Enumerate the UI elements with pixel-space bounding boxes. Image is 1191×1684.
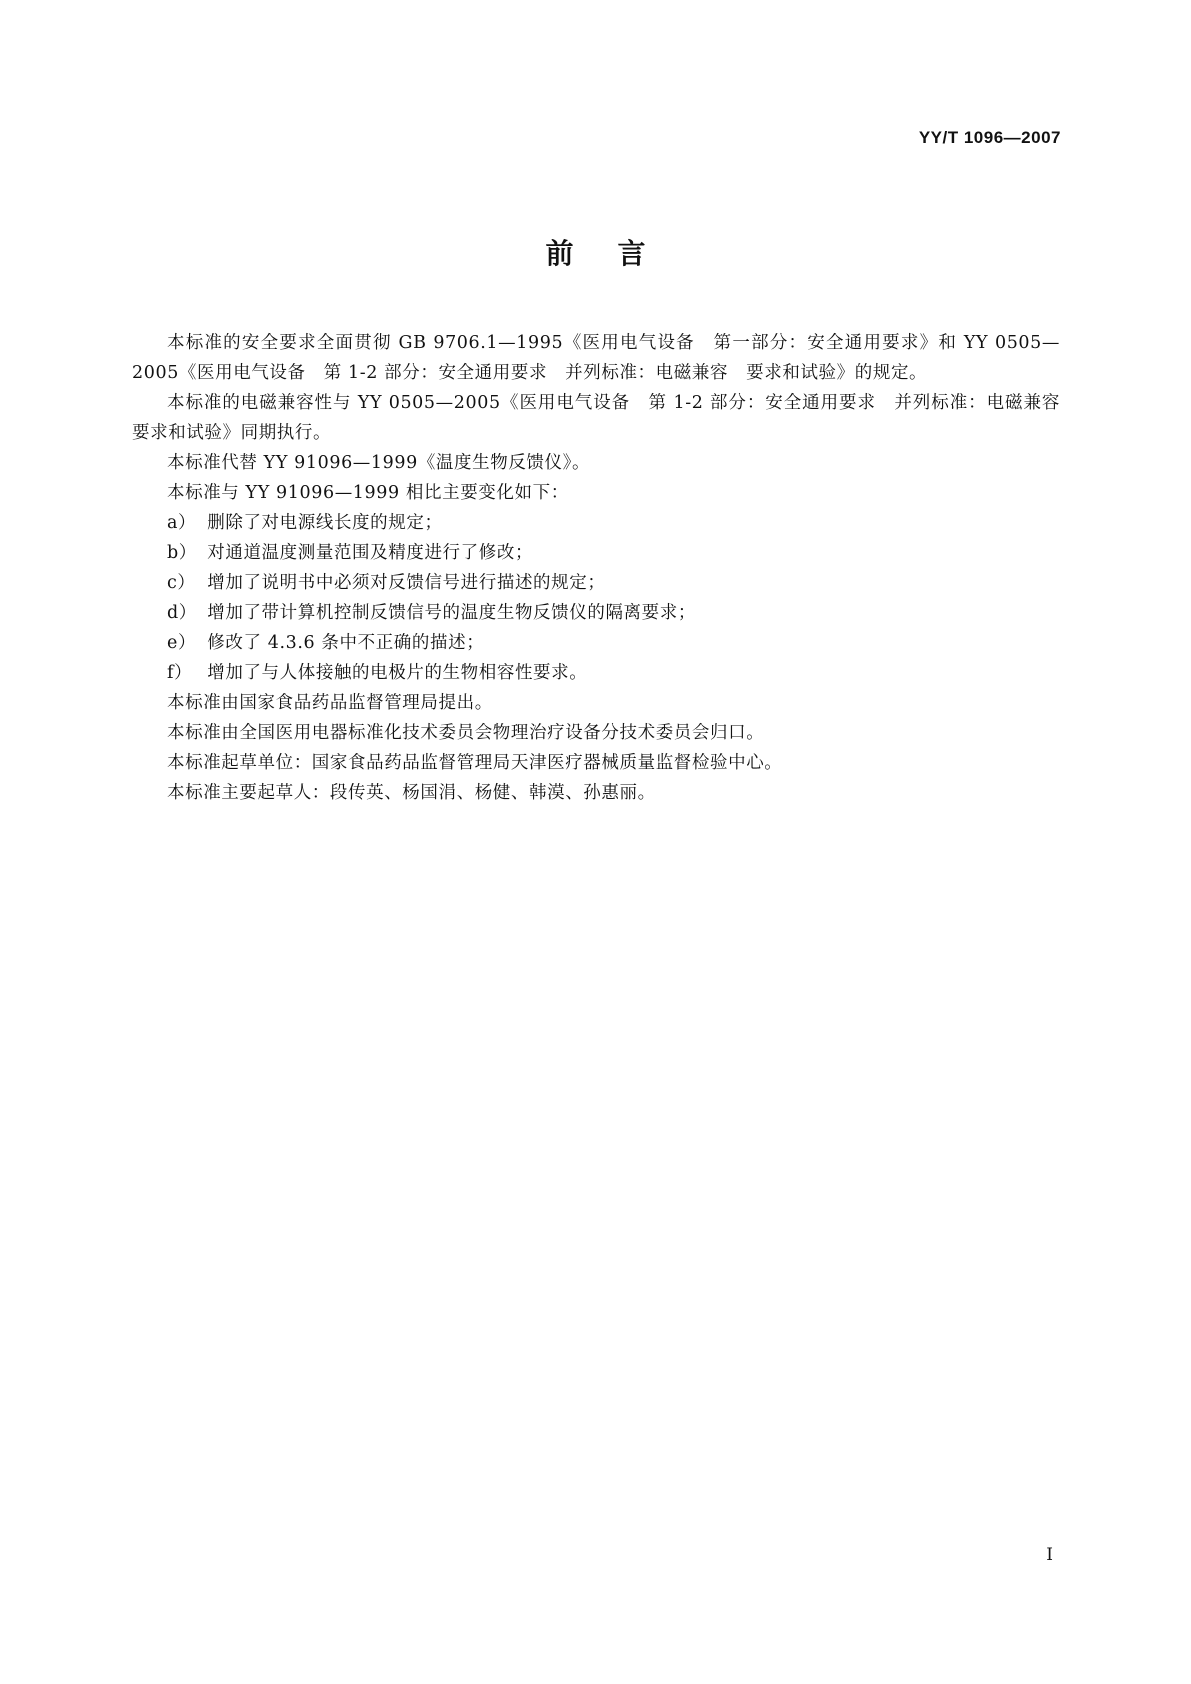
list-marker: d）: [167, 603, 197, 623]
list-marker: c）: [167, 573, 196, 593]
paragraph-proposed-by: 本标准由国家食品药品监督管理局提出。: [167, 693, 493, 713]
list-item-text: 增加了带计算机控制反馈信号的温度生物反馈仪的隔离要求；: [207, 603, 696, 623]
list-item-text: 增加了与人体接触的电极片的生物相容性要求。: [207, 663, 588, 683]
document-body: [132, 328, 1079, 808]
change-item-f: [132, 658, 1060, 688]
list-item-text: 增加了说明书中必须对反馈信号进行描述的规定；: [207, 573, 606, 593]
paragraph-centralized-by: 本标准由全国医用电器标准化技术委员会物理治疗设备分技术委员会归口。: [167, 723, 765, 743]
change-item-a: [132, 508, 1060, 538]
list-marker: b）: [167, 543, 197, 563]
page-title: 前言: [545, 237, 690, 270]
list-marker: e）: [167, 633, 197, 653]
change-item-e: [132, 628, 1060, 658]
paragraph-drafters: 本标准主要起草人：段传英、杨国涓、杨健、韩漠、孙惠丽。: [167, 783, 656, 803]
change-item-b: [132, 538, 1060, 568]
list-marker: a）: [167, 513, 197, 533]
change-item-c: [132, 568, 1060, 598]
paragraph-emc: 本标准的电磁兼容性与 YY 0505—2005《医用电气设备 第 1-2 部分：安全通用要求 并列标准：电磁兼容 要求和试验》同期执行。: [132, 393, 1079, 443]
list-marker: f）: [167, 663, 193, 683]
paragraph-changes-intro: 本标准与 YY 91096—1999 相比主要变化如下：: [167, 483, 569, 503]
paragraph-replaces: 本标准代替 YY 91096—1999《温度生物反馈仪》。: [167, 453, 591, 473]
standard-code: YY/T 1096—2007: [918, 128, 1061, 147]
page-number: I: [1046, 1545, 1053, 1565]
paragraph-safety-requirements: 本标准的安全要求全面贯彻 GB 9706.1—1995《医用电气设备 第一部分：安全通用要求》和 YY 0505—2005《医用电气设备 第 1-2 部分：安全通用要求 并列标准：电磁兼容 要求和试验》的规定。: [132, 333, 1060, 383]
list-item-text: 对通道温度测量范围及精度进行了修改；: [207, 543, 534, 563]
paragraph-drafting-unit: 本标准起草单位：国家食品药品监督管理局天津医疗器械质量监督检验中心。: [167, 753, 783, 773]
list-item-text: 修改了 4.3.6 条中不正确的描述；: [207, 633, 485, 653]
list-item-text: 删除了对电源线长度的规定；: [207, 513, 443, 533]
change-item-d: [132, 598, 1060, 628]
